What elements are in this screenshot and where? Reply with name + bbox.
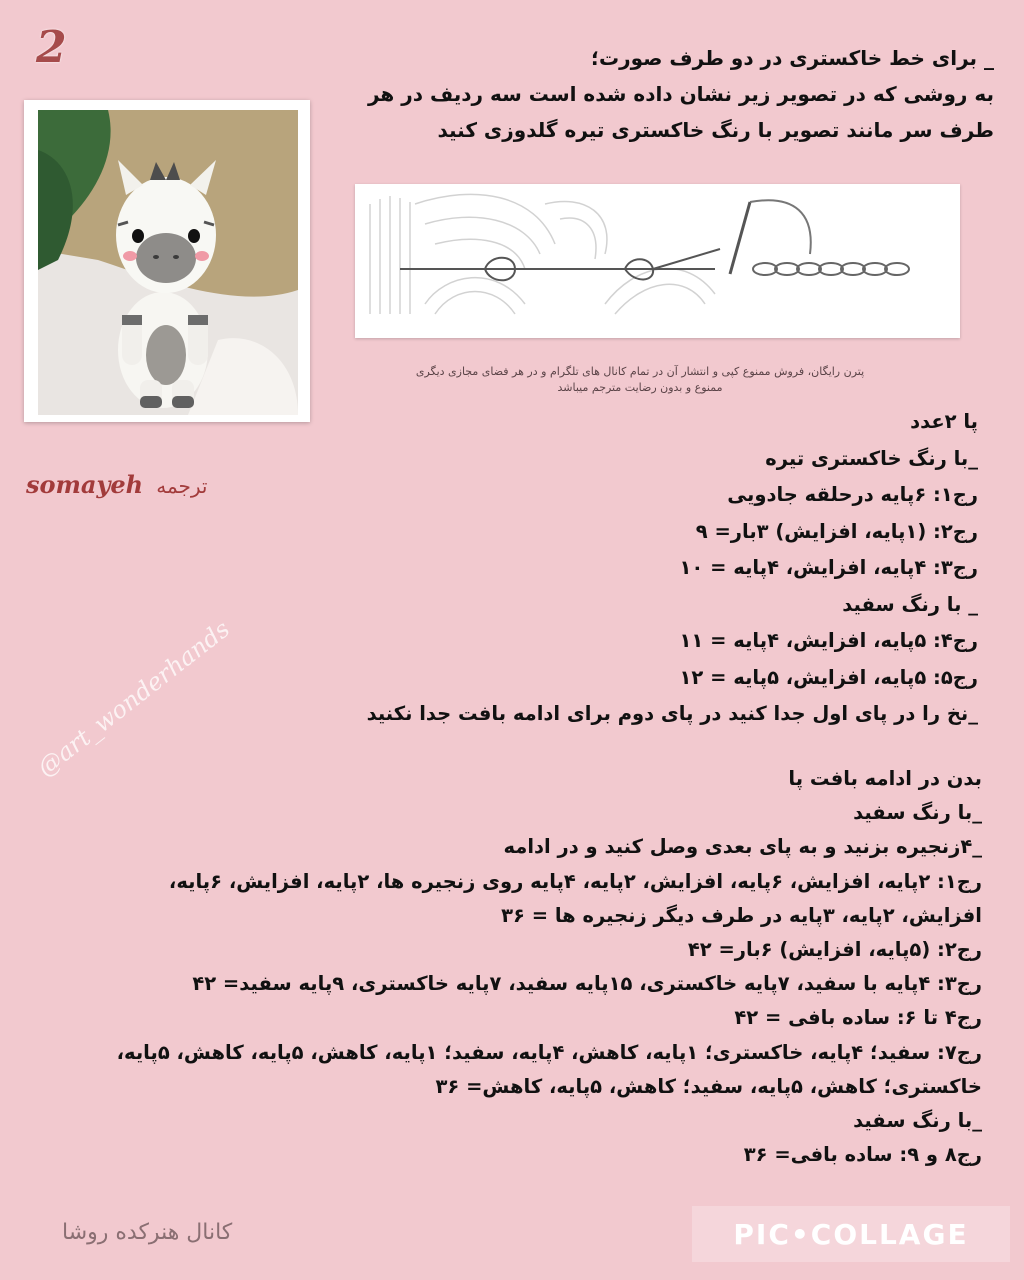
instruction-line: رج۲: (۵پایه، افزایش) ۶بار= ۴۲ <box>687 937 982 961</box>
instruction-line: رج۵: ۵پایه، افزایش، ۵پایه = ۱۲ <box>679 665 978 689</box>
instruction-line: رج۲: (۱پایه، افزایش) ۳بار= ۹ <box>695 519 978 543</box>
notice-line: ممنوع و بدون رضایت مترجم میباشد <box>557 381 723 394</box>
pic-collage-badge <box>692 1206 1010 1262</box>
instruction-line: رج۴: ۵پایه، افزایش، ۴پایه = ۱۱ <box>679 629 978 652</box>
instruction-line: _ با رنگ سفید <box>842 592 978 616</box>
zebra-photo-frame <box>24 100 310 422</box>
intro-line: طرف سر مانند تصویر با رنگ خاکستری تیره گلدوزی کنید <box>437 118 994 142</box>
instruction-line: رج۱: ۶پایه درحلقه جادویی <box>727 483 978 506</box>
instruction-line: _۴زنجیره بزنید و به پای بعدی وصل کنید و در ادامه <box>503 835 982 859</box>
translator-name: somayeh <box>26 470 144 499</box>
instruction-line: رج۸ و ۹: ساده بافی= ۳۶ <box>743 1143 982 1167</box>
instruction-line: _نخ را در پای اول جدا کنید در پای دوم برای ادامه بافت جدا نکنید <box>366 702 978 725</box>
zebra-photo <box>38 110 298 415</box>
instruction-line: پا ۲عدد <box>910 410 978 433</box>
instruction-line: رج۱: ۲پایه، افزایش، ۶پایه، افزایش، ۲پایه، ۴پایه روی زنجیره ها، ۲پایه، افزایش، ۶پایه، <box>168 869 982 893</box>
instruction-line: خاکستری؛ کاهش، ۵پایه، سفید؛ کاهش، ۵پایه، کاهش= ۳۶ <box>435 1074 982 1098</box>
pic-collage-text: PIC•COLLAGE <box>733 1217 969 1251</box>
instruction-line: _با رنگ سفید <box>853 1108 982 1132</box>
instruction-line: رج۳: ۴پایه، افزایش، ۴پایه = ۱۰ <box>679 556 978 579</box>
page-number: 2 <box>36 22 67 73</box>
instruction-line: _با رنگ سفید <box>853 801 982 825</box>
instruction-line: رج۴ تا ۶: ساده بافی = ۴۲ <box>734 1006 982 1030</box>
instruction-line: بدن در ادامه بافت پا <box>788 767 982 790</box>
legs-instructions <box>78 404 978 733</box>
intro-text <box>294 40 994 148</box>
body-instructions <box>82 762 982 1172</box>
watermark: @art_wonderhands <box>32 614 236 783</box>
copyright-notice <box>340 364 940 396</box>
intro-line: _ برای خط خاکستری در دو طرف صورت؛ <box>590 46 994 70</box>
intro-line: به روشی که در تصویر زیر نشان داده شده است سه ردیف در هر <box>367 82 994 106</box>
instruction-line: رج۳: ۴پایه با سفید، ۷پایه خاکستری، ۱۵پایه سفید، ۷پایه خاکستری، ۹پایه سفید= ۴۲ <box>192 972 982 996</box>
notice-line: پترن رایگان، فروش ممنوع کپی و انتشار آن در تمام کانال های تلگرام و در هر فضای مجازی دیگری <box>415 365 865 378</box>
instruction-line: _با رنگ خاکستری تیره <box>765 446 978 470</box>
instruction-line: افزایش، ۲پایه، ۳پایه در طرف دیگر زنجیره ها = ۳۶ <box>501 903 982 927</box>
translator-label: ترجمه <box>156 474 208 498</box>
instruction-line: رج۷: سفید؛ ۴پایه، خاکستری؛ ۱پایه، کاهش، ۴پایه، سفید؛ ۱پایه، کاهش، ۵پایه، کاهش، ۵پایه، <box>116 1040 982 1064</box>
footer-channel: کانال هنرکده روشا <box>62 1220 233 1245</box>
stitch-diagram <box>355 184 960 338</box>
